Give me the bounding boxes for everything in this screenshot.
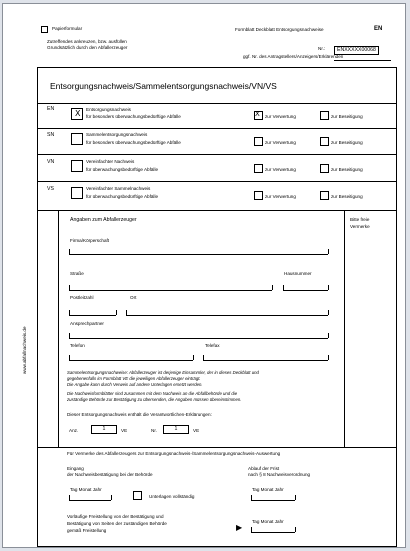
note2-line2: zuständige Behörde zur Bestätigung zu übersenden, die Angaben müssen übereinstimmen.	[67, 397, 242, 402]
row-code-en: EN	[47, 106, 55, 112]
sn-disposal-label: zur Beseitigung	[331, 140, 363, 145]
exempt-line1: Vorläufige Freistellung von der Bestätigung und	[67, 514, 164, 519]
zip-label: Postleitzahl	[70, 295, 94, 300]
sn-checkbox[interactable]	[71, 133, 83, 145]
en-check-mark: X	[75, 109, 81, 118]
city-field[interactable]	[126, 315, 328, 316]
firm-field[interactable]	[69, 254, 328, 255]
contact-field[interactable]	[69, 338, 328, 339]
vn-recovery-checkbox[interactable]	[254, 164, 263, 173]
no-label: Nr.:	[318, 46, 326, 51]
en-recovery-label: zur Verwertung	[265, 114, 296, 119]
row-code-sn: SN	[47, 132, 55, 138]
row-en-line1: Entsorgungsnachweis	[86, 107, 131, 112]
sn-recovery-label: zur Verwertung	[265, 140, 296, 145]
side-note-2: Vermerke	[350, 224, 370, 229]
row-code-vs: VS	[47, 186, 54, 192]
street-label: Straße	[70, 271, 84, 276]
exempt-line3: gemäß Freistellung	[67, 528, 107, 533]
deadline-line1: Ablauf der Frist	[248, 466, 280, 471]
side-note-1: Bitte freie	[350, 217, 370, 222]
form-page	[2, 3, 406, 548]
received-line2: der Nachweisbestätigung bei der Behörde	[67, 472, 153, 477]
pointer-arrow-icon: ▶	[236, 523, 243, 532]
side-url: www.abfallnachweis.de	[22, 326, 27, 374]
vn-disposal-label: zur Beseitigung	[331, 167, 363, 172]
count2-value[interactable]: 1	[163, 425, 189, 434]
fax-field[interactable]	[203, 360, 328, 361]
vs-recovery-label: zur Verwertung	[265, 194, 296, 199]
vn-checkbox[interactable]	[71, 160, 83, 172]
exempt-line2: Bestätigung von Seiten der zuständigen Behörde	[67, 521, 167, 526]
vn-recovery-label: zur Verwertung	[265, 167, 296, 172]
complete-label: Unterlagen vollständig	[149, 494, 195, 499]
received-date-field[interactable]	[69, 500, 111, 501]
vs-recovery-checkbox[interactable]	[254, 191, 263, 200]
sn-disposal-checkbox[interactable]	[320, 137, 329, 146]
deadline-line2: nach § 8 Nachweisverordnung	[248, 472, 311, 477]
paper-form-label: Papierformular	[52, 26, 83, 31]
nachweis-number[interactable]: ENXXXXX00068	[334, 46, 379, 55]
note2-line1: Die Nachweisformblätter sind zusammen mit dem Nachweis an die Abfallbehörde und die	[67, 391, 238, 396]
count1-value[interactable]: 1	[91, 425, 117, 434]
exempt-date-field[interactable]	[251, 532, 295, 533]
count-label: Dieser Entsorgungsnachweis enthält die Verantwortlichen-Erklärungen:	[67, 412, 212, 417]
house-no-label: Hausnummer	[284, 271, 312, 276]
house-no-field[interactable]	[283, 290, 328, 291]
vs-disposal-label: zur Beseitigung	[331, 194, 363, 199]
authority-no-label: ggf. Nr. des Antragstellers/Anzeigers/Erklärenden	[243, 54, 344, 59]
row-vs-line1: Vereinfachter Sammelnachweis	[86, 186, 151, 191]
note1-line3: Die Angabe kann durch Verweis auf andere Unterlagen ersetzt werden.	[67, 382, 203, 387]
row-vs-line2: für überwachungsbedürftige Abfälle	[86, 194, 159, 199]
producer-heading: Angaben zum Abfallerzeuger	[70, 217, 137, 223]
form-title: Entsorgungsnachweis/Sammelentsorgungsnachweis/VN/VS	[50, 81, 277, 91]
row-code-vn: VN	[47, 159, 55, 165]
en-recovery-mark: X	[255, 110, 260, 118]
count1-prefix: Anz.	[69, 428, 79, 433]
contact-label: Ansprechpartner	[70, 321, 104, 326]
fax-label: Telefax	[205, 343, 220, 348]
complete-checkbox[interactable]	[133, 491, 142, 500]
authority-heading: Für Vermerke des Abfallerzeugers zur Entsorgungsnachweis-/Sammelentsorgungsnachweis-Auswertung	[67, 451, 281, 456]
form-code: EN	[374, 26, 383, 32]
fill-in-note-1: Zutreffendes ankreuzen, bzw. ausfüllen	[47, 39, 127, 44]
fill-in-note-2: Grundsätzlich durch den Abfallerzeuger	[47, 45, 128, 50]
en-disposal-label: zur Beseitigung	[331, 114, 363, 119]
form-sheet-title: Formblatt Deckblatt Entsorgungsnachweise	[235, 27, 324, 32]
count2-prefix: Nr.	[151, 428, 157, 433]
note1-line1: Sammelentsorgungsnachweise: Abfallerzeuger ist derjenige Einsammler, der in dieses Deckblatt und	[67, 370, 259, 375]
count1-suffix: VE	[121, 428, 128, 433]
exempt-date-format: Tag Monat Jahr	[252, 519, 284, 524]
row-vn-line1: Vereinfachter Nachweis	[86, 159, 135, 164]
city-label: Ort	[130, 295, 137, 300]
phone-label: Telefon	[70, 343, 85, 348]
street-field[interactable]	[69, 290, 272, 291]
received-line1: Eingang	[67, 466, 84, 471]
zip-field[interactable]	[69, 315, 116, 316]
en-disposal-checkbox[interactable]	[320, 111, 329, 120]
sn-recovery-checkbox[interactable]	[254, 137, 263, 146]
row-vn-line2: für überwachungsbedürftige Abfälle	[86, 167, 159, 172]
row-en-line2: für besonders überwachungsbedürftige Abfälle	[86, 114, 181, 119]
vs-checkbox[interactable]	[71, 187, 83, 199]
row-sn-line2: für besonders überwachungsbedürftige Abfälle	[86, 140, 181, 145]
phone-field[interactable]	[69, 360, 193, 361]
vs-disposal-checkbox[interactable]	[320, 191, 329, 200]
row-sn-line1: Sammelentsorgungsnachweis	[86, 132, 148, 137]
deadline-date-format: Tag Monat Jahr	[252, 487, 284, 492]
paper-form-checkbox[interactable]	[41, 26, 48, 33]
deadline-date-field[interactable]	[251, 500, 295, 501]
vn-disposal-checkbox[interactable]	[320, 164, 329, 173]
note1-line2: gegebenenfalls im Formblatt VE die jeweiligen Abfallerzeuger einträgt.	[67, 376, 201, 381]
received-date-format: Tag Monat Jahr	[70, 487, 102, 492]
firm-label: Firma/Körperschaft	[70, 238, 110, 243]
count2-suffix: VE	[193, 428, 200, 433]
